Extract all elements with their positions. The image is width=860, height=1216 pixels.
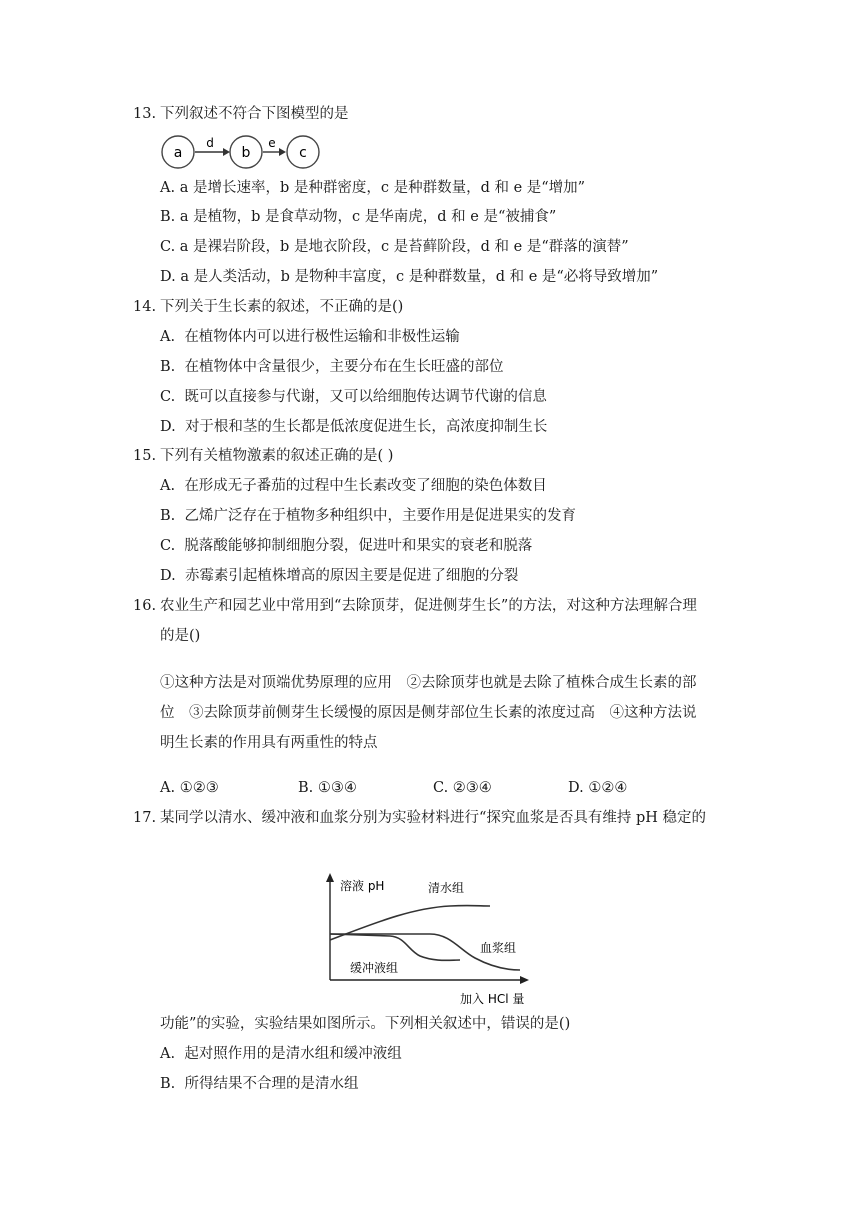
question-number: 16. [133,598,157,614]
option-a: A. 在形成无子番茄的过程中生长素改变了细胞的染色体数目 [160,478,547,494]
ph-graph [320,870,540,1010]
question-stem-line-2: 功能”的实验，实验结果如图所示。下列相关叙述中，错误的是() [160,1016,571,1032]
model-arrow-d-label: d [206,136,214,150]
question-stem: 下列有关植物激素的叙述正确的是( ) [160,448,394,464]
question-stem-line-1: 某同学以清水、缓冲液和血浆分别为实验材料进行“探究血浆是否具有维持 pH 稳定的 [160,810,707,826]
option-d: D. a 是人类活动，b 是物种丰富度，c 是种群数量，d 和 e 是“必将导致增加” [160,269,659,285]
question-number: 14. [133,299,157,315]
option-a: A. 起对照作用的是清水组和缓冲液组 [160,1046,402,1062]
option-c: C. 脱落酸能够抑制细胞分裂，促进叶和果实的衰老和脱落 [160,538,533,554]
option-c: C. 既可以直接参与代谢，又可以给细胞传达调节代谢的信息 [160,389,547,405]
model-node-c-label: c [299,145,307,161]
x-axis-label: 加入 HCl 量 [460,992,525,1006]
option-b: B. 所得结果不合理的是清水组 [160,1076,359,1092]
question-number: 13. [133,106,157,122]
question-stem-line-2: 的是() [160,628,201,644]
model-node-b-label: b [241,145,251,161]
series-label-plasma: 血浆组 [480,941,517,955]
question-stem-line-1: 农业生产和园艺业中常用到“去除顶芽，促进侧芽生长”的方法，对这种方法理解合理 [160,598,697,614]
question-number: 15. [133,448,157,464]
option-d: D. 赤霉素引起植株增高的原因主要是促进了细胞的分裂 [160,568,519,584]
option-a: A. ①②③ [160,780,219,796]
option-c: C. a 是裸岩阶段，b 是地衣阶段，c 是苔藓阶段，d 和 e 是“群落的演替” [160,239,629,255]
option-b: B. 乙烯广泛存在于植物多种组织中，主要作用是促进果实的发育 [160,508,576,524]
question-number: 17. [133,810,157,826]
series-label-water: 清水组 [428,881,465,895]
option-d: D. 对于根和茎的生长都是低浓度促进生长，高浓度抑制生长 [160,419,548,435]
option-a: A. a 是增长速率，b 是种群密度，c 是种群数量，d 和 e 是“增加” [160,180,586,196]
series-label-buffer: 缓冲液组 [350,961,399,975]
statements-line-2: 位 ③去除顶芽前侧芽生长缓慢的原因是侧芽部位生长素的浓度过高 ④这种方法说 [160,705,697,721]
buffer-curve [330,934,460,960]
option-d: D. ①②④ [568,780,628,796]
model-arrow-e-label: e [268,136,276,150]
model-diagram [158,133,323,171]
model-node-a-label: a [173,145,183,161]
option-b: B. a 是植物，b 是食草动物，c 是华南虎，d 和 e 是“被捕食” [160,209,557,225]
question-stem: 下列关于生长素的叙述，不正确的是() [160,299,404,315]
y-axis-label: 溶液 pH [340,879,385,893]
option-b: B. ①③④ [298,780,357,796]
option-b: B. 在植物体中含量很少，主要分布在生长旺盛的部位 [160,359,504,375]
question-stem: 下列叙述不符合下图模型的是 [160,106,349,122]
option-a: A. 在植物体内可以进行极性运输和非极性运输 [160,329,460,345]
statements-line-3: 明生长素的作用具有两重性的特点 [160,735,378,751]
option-c: C. ②③④ [433,780,492,796]
statements-line-1: ①这种方法是对顶端优势原理的应用 ②去除顶芽也就是去除了植株合成生长素的部 [160,675,697,691]
